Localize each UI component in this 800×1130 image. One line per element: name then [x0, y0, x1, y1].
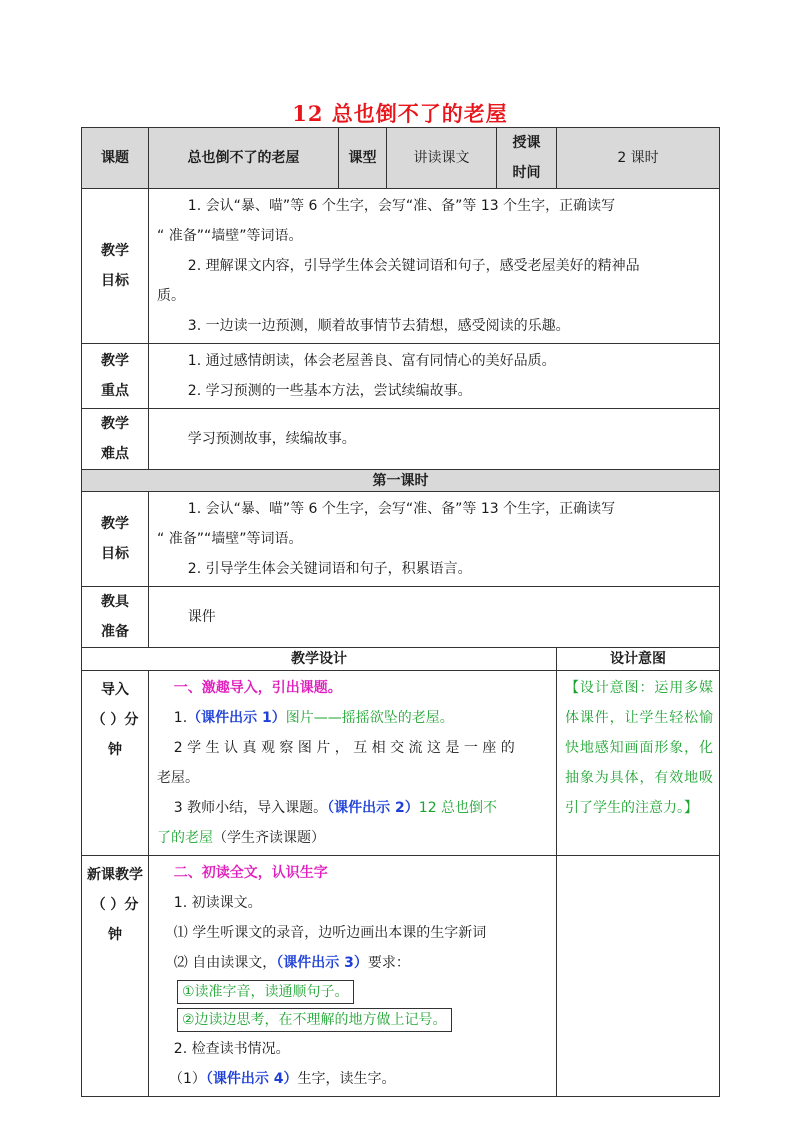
intro-line3-cont: [157, 823, 550, 853]
difficulties-row: [82, 409, 720, 470]
courseware-ref: （课件出示 4）: [205, 1071, 298, 1087]
key-points-label-line1: 教学: [101, 353, 129, 369]
intro-line1: [157, 703, 550, 733]
goal-item: 2. 理解课文内容，引导学生体会关键词语和句子，感受老屋美好的精神品: [187, 258, 640, 274]
topic-label: 课题: [82, 128, 149, 189]
intro-line2a: 2 学 生 认 真 观 察 图 片 ， 互 相 交 流 这 是 一 座 的: [173, 740, 515, 756]
difficulties-label-line2: 难点: [101, 446, 129, 462]
goals-label: [82, 189, 149, 344]
intent-header: 设计意图: [557, 648, 720, 671]
requirement-box-wrap: [157, 978, 550, 1006]
design-header: 教学设计: [82, 648, 557, 671]
courseware-ref: （课件出示 1）: [187, 710, 286, 726]
sub-item: ⑴ 学生听课文的录音，边听边画出本课的生字新词: [173, 925, 487, 941]
goals-first-row: [82, 492, 720, 587]
sub2-suffix: 要求：: [367, 955, 410, 971]
type-value: 讲读课文: [387, 128, 497, 189]
intro-label-line2: （ ）分: [91, 712, 139, 728]
tools-label-line2: 准备: [101, 624, 129, 640]
difficulties-content: 学习预测故事，续编故事。: [149, 409, 720, 470]
goal-item: 2. 引导学生体会关键词语和句子，积累语言。: [187, 561, 472, 577]
goal-item: 1. 会认“暴、喵”等 6 个生字，会写“准、备”等 13 个生字，正确读写: [187, 501, 616, 517]
key-point-item: 2. 学习预测的一些基本方法，尝试续编故事。: [187, 383, 472, 399]
design-header-row: [82, 648, 720, 671]
intro-content: [149, 671, 557, 856]
section-row: [82, 470, 720, 492]
new-lesson-row: [82, 856, 720, 1097]
courseware-ref: （课件出示 3）: [276, 955, 368, 971]
key-points-label-line2: 重点: [101, 383, 129, 399]
intro-line3-green-b: 了的老屋: [157, 830, 213, 846]
tools-content: 课件: [149, 587, 720, 648]
sub2-prefix: ⑵ 自由读课文，: [173, 955, 277, 971]
difficulties-label: [82, 409, 149, 470]
time-value: 2 课时: [557, 128, 720, 189]
step2-sub-prefix: （1）: [169, 1071, 206, 1087]
new-lesson-label-line2: （ ）分: [91, 897, 139, 913]
key-points-content: [149, 344, 720, 409]
intro-label-line1: 导入: [101, 682, 129, 698]
header-row: [82, 128, 720, 189]
goals-label-line1: 教学: [101, 243, 129, 259]
intro-heading: 一、激趣导入，引出课题。: [173, 680, 342, 696]
time-label-line1: 授课: [512, 135, 541, 151]
intro-label-line3: 钟: [108, 742, 122, 758]
goals-first-content: [149, 492, 720, 587]
goals-label-line2: 目标: [101, 273, 129, 289]
key-points-label: [82, 344, 149, 409]
tools-row: [82, 587, 720, 648]
time-label: [497, 128, 557, 189]
goals-row: [82, 189, 720, 344]
intro-line3-prefix: 3 教师小结，导入课题。: [173, 800, 328, 816]
type-label: 课型: [339, 128, 387, 189]
page-title: 12 总也倒不了的老屋: [292, 101, 508, 126]
goal-item: 1. 会认“暴、喵”等 6 个生字，会写“准、备”等 13 个生字，正确读写: [187, 198, 616, 214]
goals-first-label-line2: 目标: [101, 546, 129, 562]
intro-line1-text: 图片——摇摇欲坠的老屋。: [285, 710, 454, 726]
intro-line3-suffix: （学生齐读课题）: [213, 830, 325, 846]
intro-line1-prefix: 1.: [173, 710, 188, 726]
new-lesson-heading: 二、初读全文，认识生字: [173, 865, 328, 881]
goals-first-label: [82, 492, 149, 587]
step2-sub-suffix: 生字，读生字。: [297, 1071, 396, 1087]
requirement-box-wrap: [157, 1006, 550, 1034]
key-point-item: 1. 通过感情朗读，体会老屋善良、富有同情心的美好品质。: [187, 353, 556, 369]
section-first-lesson: 第一课时: [82, 470, 720, 492]
new-lesson-intent: [557, 856, 720, 1097]
lesson-plan-table: [81, 127, 720, 1097]
topic-value: 总也倒不了的老屋: [149, 128, 339, 189]
goal-item: “ 准备”“墙壁”等词语。: [157, 228, 303, 244]
key-points-row: [82, 344, 720, 409]
new-lesson-label-line1: 新课教学: [87, 867, 143, 883]
requirement-box: ②边读边思考，在不理解的地方做上记号。: [177, 1008, 452, 1032]
goal-item: “ 准备”“墙壁”等词语。: [157, 531, 303, 547]
intro-line3-green-a: 12 总也倒不: [418, 800, 498, 816]
goals-content: [149, 189, 720, 344]
tools-label: [82, 587, 149, 648]
step-item: 1. 初读课文。: [173, 895, 262, 911]
new-lesson-label-line3: 钟: [108, 927, 122, 943]
intro-intent: 【设计意图：运用多媒体课件，让学生轻松愉快地感知画面形象，化抽象为具体，有效地吸引了学生的注意力。】: [557, 671, 720, 856]
courseware-ref: （课件出示 2）: [327, 800, 419, 816]
intro-line2b: 老屋。: [157, 770, 199, 786]
sub-item: [157, 1064, 550, 1094]
step-item: 2. 检查读书情况。: [173, 1041, 290, 1057]
new-lesson-label: [82, 856, 149, 1097]
intro-label: [82, 671, 149, 856]
new-lesson-content: [149, 856, 557, 1097]
sub-item: [157, 948, 550, 978]
tools-label-line1: 教具: [101, 594, 129, 610]
goal-item: 3. 一边读一边预测，顺着故事情节去猜想，感受阅读的乐趣。: [187, 318, 570, 334]
goals-first-label-line1: 教学: [101, 516, 129, 532]
time-label-line2: 时间: [512, 165, 541, 181]
requirement-box: ①读准字音，读通顺句子。: [177, 980, 354, 1004]
intro-row: [82, 671, 720, 856]
intro-line3: [157, 793, 550, 823]
goal-item: 质。: [157, 288, 185, 304]
difficulties-label-line1: 教学: [101, 416, 129, 432]
